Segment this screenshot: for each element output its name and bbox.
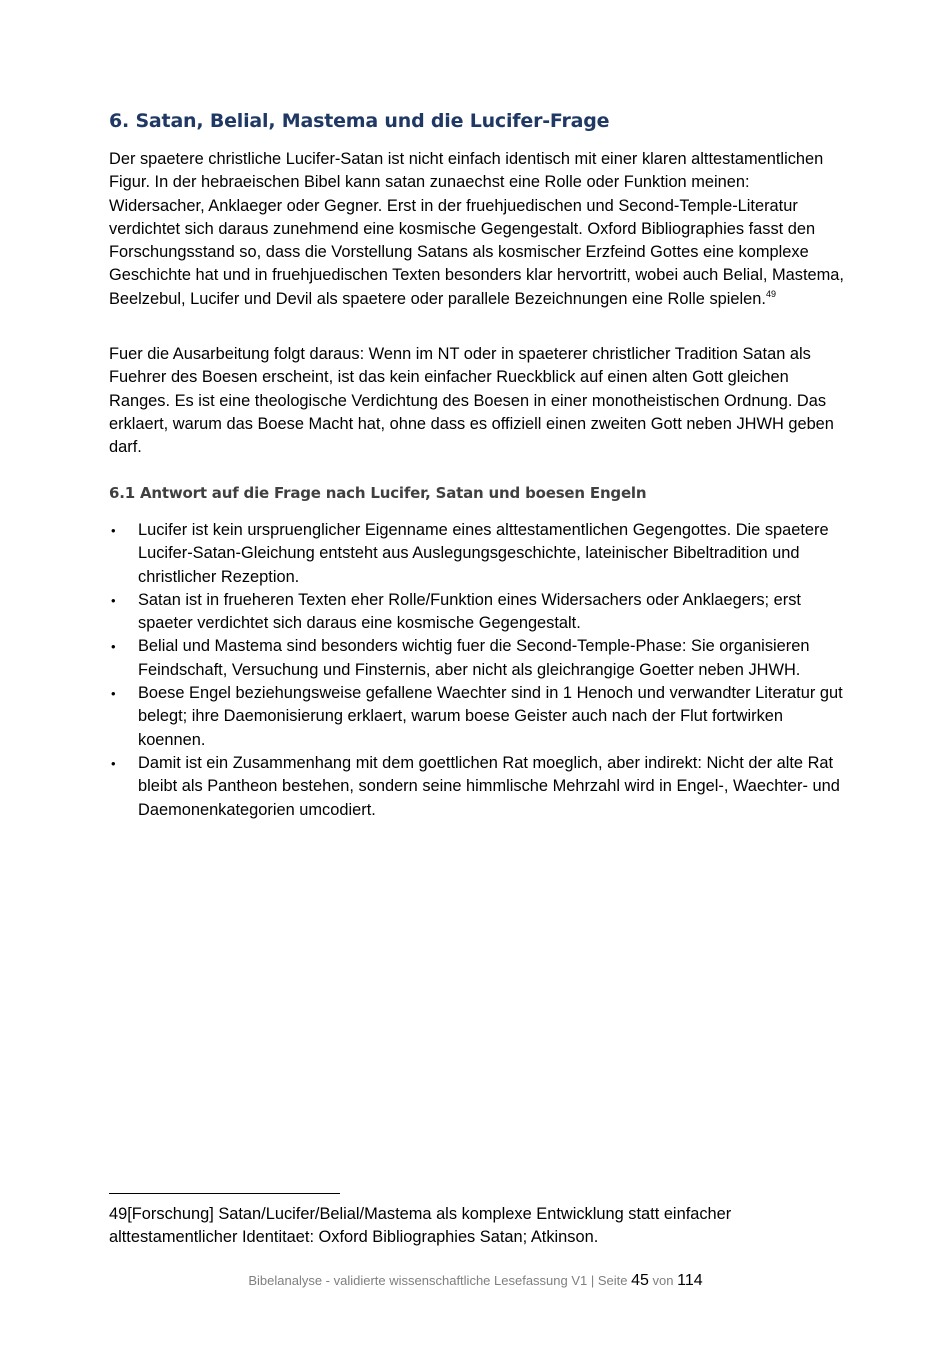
footnote-reference[interactable]: 49: [765, 288, 776, 299]
page-footer: [0, 1272, 951, 1290]
footnote-text: 49[Forschung] Satan/Lucifer/Belial/Mastema als komplexe Entwicklung statt einfacher alttestamentlicher Identitaet: Oxford Bibliographies Satan; Atkinson.: [109, 1205, 732, 1247]
list-item: [109, 519, 844, 589]
bullet-icon: •: [111, 592, 116, 608]
bullet-icon: •: [111, 755, 116, 771]
paragraph-intro-text: Der spaetere christliche Lucifer-Satan ist nicht einfach identisch mit einer klaren alttestamentlichen Figur. In der hebraeischen Bibel kann satan zunaechst eine Rolle oder Funktion meinen: Widersacher, Anklaeger oder Gegner. Erst in der fruehjuedischen und Second-Temple-Literatur verdichtet sich daraus zunehmend eine kosmische Gegengestalt. Oxford Bibliographies fasst den Forschungsstand so, dass die Vorstellung Satans als kosmischer Erzfeind Gottes eine komplexe Geschichte hat und in fruehjuedischen Texten besonders klar hervortritt, wobei auch Belial, Mastema, Beelzebul, Lucifer und Devil als spaetere oder parallele Bezeichnungen eine Rolle spielen.: [109, 150, 844, 308]
list-item-text: Satan ist in frueheren Texten eher Rolle/Funktion eines Widersachers oder Anklaegers; erst spaeter verdichtet sich daraus eine kosmische Gegengestalt.: [138, 590, 801, 633]
paragraph-intro: [109, 148, 844, 311]
list-item-text: Boese Engel beziehungsweise gefallene Waechter sind in 1 Henoch und verwandter Literatur gut belegt; ihre Daemonisierung erklaert, warum boese Geister auch nach der Flut fortwirken koennen.: [138, 684, 843, 749]
footer-title: Bibelanalyse - validierte wissenschaftliche Lesefassung V1 | Seite: [248, 1273, 628, 1288]
bullet-icon: •: [111, 639, 116, 655]
list-item-text: Damit ist ein Zusammenhang mit dem goettlichen Rat moeglich, aber indirekt: Nicht der alte Rat bleibt als Pantheon bestehen, sondern seine himmlische Mehrzahl wird in Engel-, Waechter- und Daemonenkategorien umcodiert.: [138, 753, 840, 819]
page-number: 45: [631, 1272, 649, 1289]
subsection-heading: 6.1 Antwort auf die Frage nach Lucifer, Satan und boesen Engeln: [109, 484, 647, 502]
bullet-icon: •: [111, 686, 116, 702]
bullet-list: [109, 519, 844, 822]
list-item: [109, 682, 844, 752]
list-item: [109, 635, 844, 682]
list-item-text: Lucifer ist kein urspruenglicher Eigenname eines alttestamentlichen Gegengottes. Die spaetere Lucifer-Satan-Gleichung entsteht aus Auslegungsgeschichte, lateinischer Bibeltradition und christlicher Rezeption.: [138, 521, 829, 586]
list-item-text: Belial und Mastema sind besonders wichtig fuer die Second-Temple-Phase: Sie organisieren Feindschaft, Versuchung und Finsternis, aber nicht als gleichrangige Goetter neben JHWH.: [138, 637, 810, 679]
list-item: [109, 589, 844, 636]
paragraph-conclusion: Fuer die Ausarbeitung folgt daraus: Wenn im NT oder in spaeterer christlicher Tradition Satan als Fuehrer des Boesen erscheint, ist das kein einfacher Rueckblick auf einen alten Gott gleichen Ranges. Es ist eine theologische Verdichtung des Boesen in einer monotheistischen Ordnung. Das erklaert, warum das Boese Macht hat, ohne dass es offiziell einen zweiten Gott neben JHWH geben darf.: [109, 345, 834, 457]
section-heading: 6. Satan, Belial, Mastema und die Lucifer-Frage: [109, 110, 610, 132]
page-total: 114: [677, 1272, 703, 1289]
footnote-separator: [109, 1193, 340, 1194]
footer-of: von: [652, 1273, 674, 1288]
list-item: [109, 752, 844, 822]
bullet-icon: •: [111, 523, 116, 538]
